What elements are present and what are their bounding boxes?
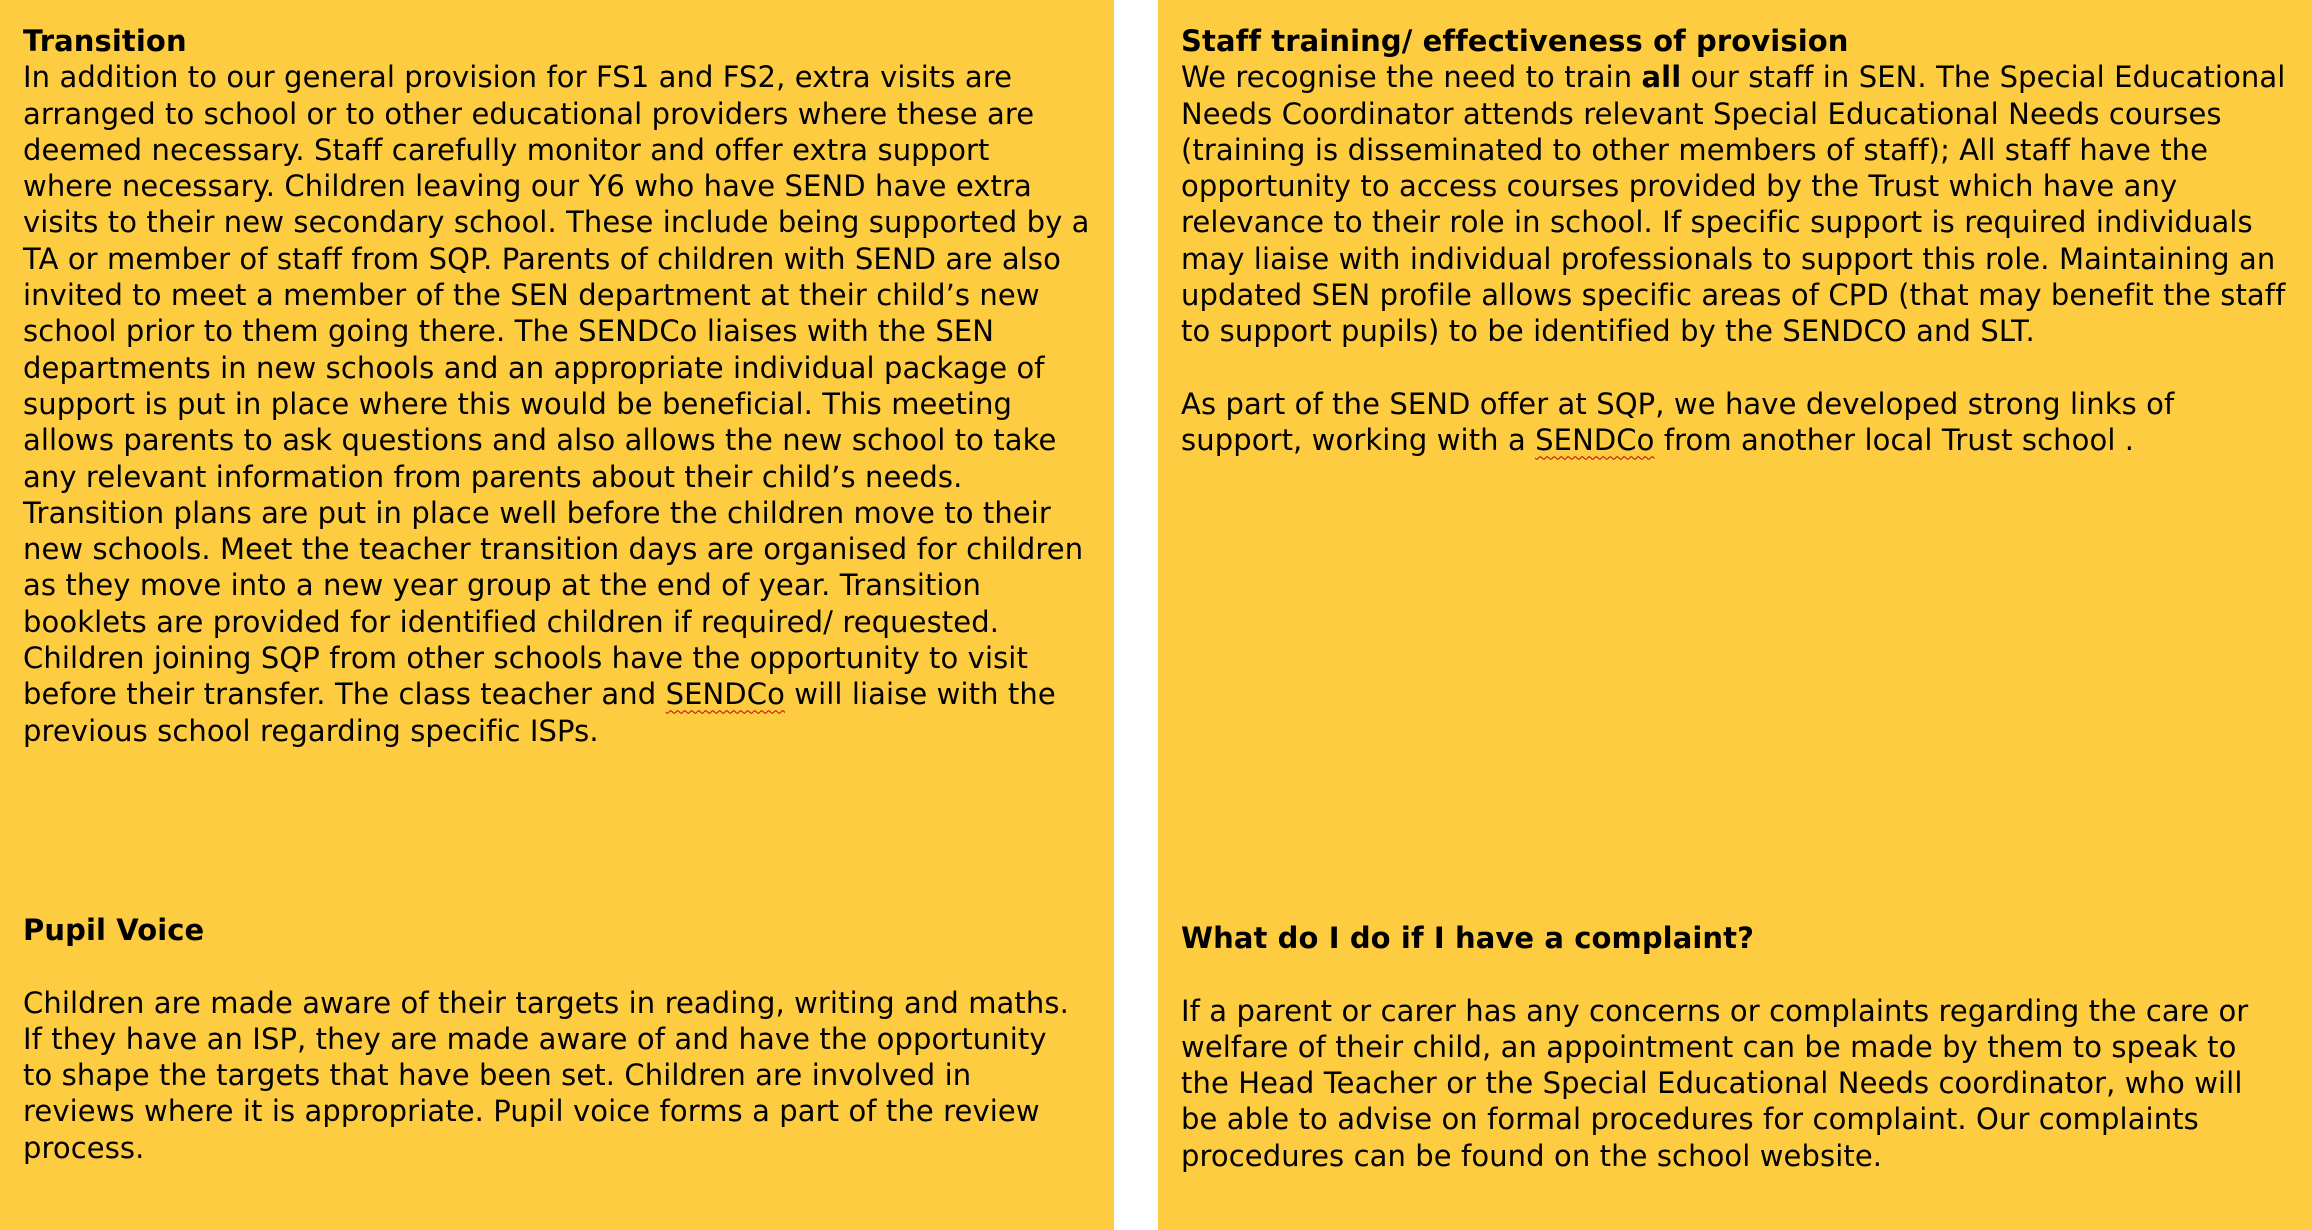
transition-text-part-1: In addition to our general provision for FS1 and FS2, extra visits are arranged to school or to other educational providers where these are deemed necessary. Staff carefully monitor and offer extra support where necessary. Children leaving our Y6 who have SEND have extra visits to their new secondary school. These include being supported by a TA or member of staff from SQP. Parents of children with SEND are also invited to meet a member of the SEN department at their child’s new school prior to them going there. The SENDCo liaises with the SEN departments in new schools and an appropriate individual package of support is put in place where this would be beneficial. This meeting allows parents to ask questions and also allows the new school to take any relevant information from parents about their child’s needs. Transition plans are put in place well before the children move to their new schools. Meet the teacher transition days are organised for children as they move into a new year group at the end of year. Transition booklets are provided for identified children if required/ requested. Children joining SQP from other schools have the opportunity to visit before their transfer. The class teacher and — [23, 60, 1090, 712]
staff-training-p2-end: from another local Trust school . — [1654, 423, 2135, 458]
complaint-section — [1181, 920, 2311, 1174]
transition-text[interactable] — [23, 59, 1113, 749]
pupil-voice-section — [23, 912, 1113, 1166]
paragraph-spacer — [1181, 350, 2311, 386]
staff-training-section — [1181, 23, 2311, 459]
transition-section — [23, 23, 1113, 749]
staff-training-paragraph-2[interactable] — [1181, 386, 2311, 459]
transition-text-part-2: will liaise with the previous school regarding specific ISPs. — [23, 677, 1056, 748]
paragraph-spacer — [1181, 956, 2311, 992]
staff-training-p1-rest: our staff in SEN. The Special Educational Needs Coordinator attends relevant Special Educational Needs courses (training is disseminated to other members of staff); All staff have the opportunity to access courses provided by the Trust which have any relevance to their role in school. If specific support is required individuals may liaise with individual professionals to support this role. Maintaining an updated SEN profile allows specific areas of CPD (that may benefit the staff to support pupils) to be identified by the SENDCO and SLT. — [1181, 60, 2286, 349]
staff-training-paragraph-1[interactable] — [1181, 59, 2311, 349]
staff-training-bold-word: all — [1641, 60, 1682, 95]
staff-training-p1-start: We recognise the need to train — [1181, 60, 1642, 95]
pupil-voice-heading: Pupil Voice — [23, 913, 205, 947]
pupil-voice-text[interactable]: Children are made aware of their targets in reading, writing and maths. If they have an ISP, they are made aware of and have the opportunity to shape the targets that have been set. Children are involved in reviews where it is appropriate. Pupil voice forms a part of the review process. — [23, 985, 1069, 1165]
complaint-heading: What do I do if I have a complaint? — [1181, 921, 1755, 955]
spellcheck-flagged-word[interactable]: SENDCo — [665, 677, 785, 712]
staff-training-heading: Staff training/ effectiveness of provision — [1181, 24, 1849, 58]
paragraph-spacer — [23, 948, 1113, 984]
transition-heading: Transition — [23, 24, 187, 58]
staff-training-p2-start: As part of the SEND offer at SQP, we have developed strong links of support, working with a — [1181, 386, 2175, 458]
complaint-text[interactable]: If a parent or carer has any concerns or complaints regarding the care or welfare of their child, an appointment can be made by them to speak to the Head Teacher or the Special Educational Needs coordinator, who will be able to advise on formal procedures for complaint. Our complaints procedures can be found on the school website. — [1181, 993, 2249, 1173]
spellcheck-flagged-word[interactable]: SENDCo — [1535, 423, 1655, 458]
